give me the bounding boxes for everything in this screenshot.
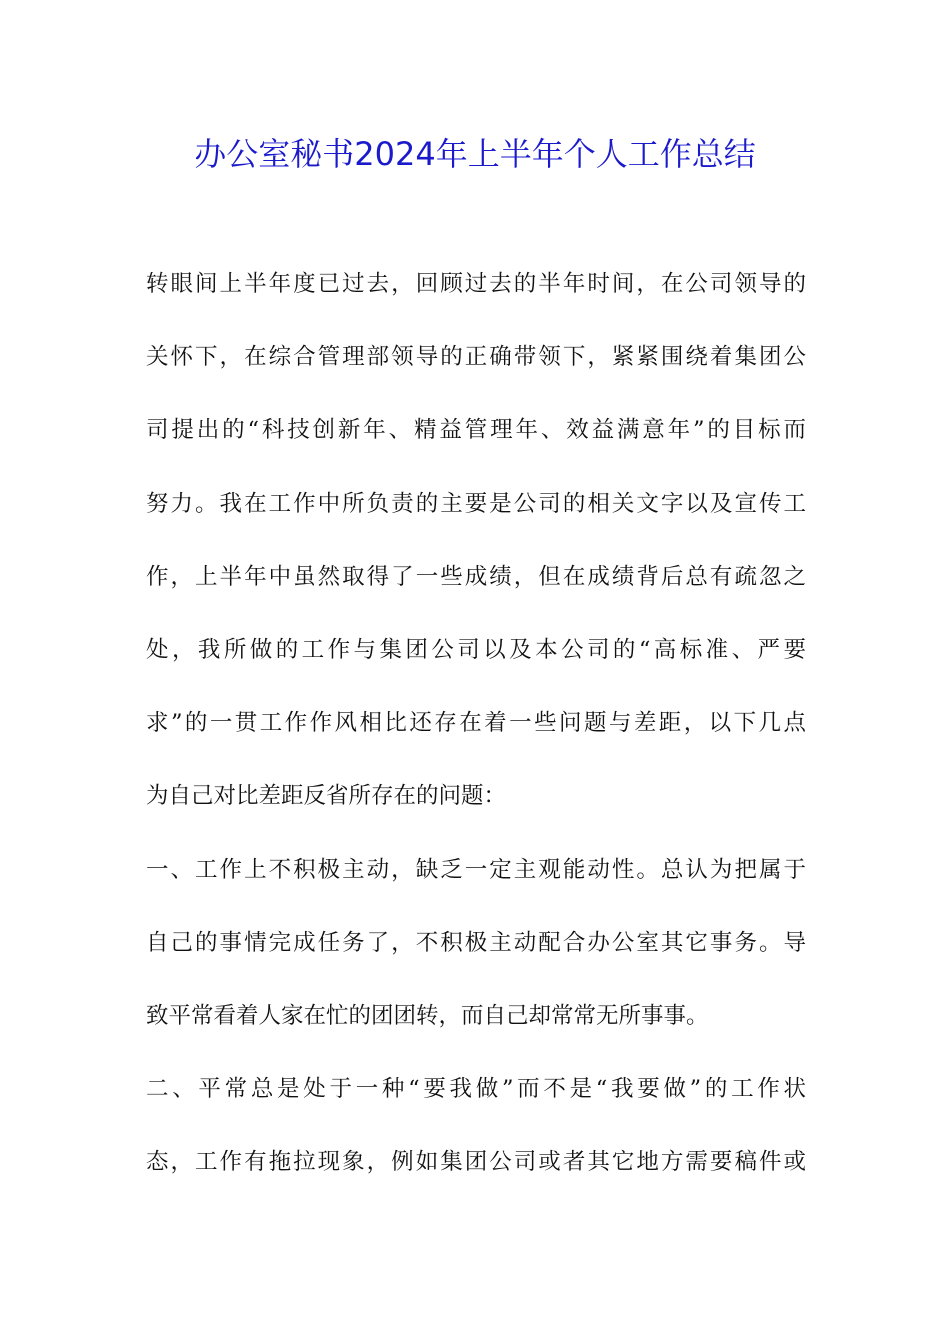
paragraph-line-12: 二、平常总是处于一种“要我做”而不是“我要做”的工作状: [146, 1076, 806, 1103]
paragraph-line-6: 处，我所做的工作与集团公司以及本公司的“高标准、严要: [146, 636, 806, 663]
paragraph-line-2: 关怀下，在综合管理部领导的正确带领下，紧紧围绕着集团公: [146, 344, 806, 371]
document-body: [146, 260, 806, 1211]
paragraph-line-10: 自己的事情完成任务了，不积极主动配合办公室其它事务。导: [146, 929, 806, 956]
paragraph-line-8: 为自己对比差距反省所存在的问题：: [146, 783, 507, 810]
paragraph-line-13: 态，工作有拖拉现象，例如集团公司或者其它地方需要稿件或: [146, 1149, 806, 1176]
document-title: 办公室秘书2024年上半年个人工作总结: [194, 135, 756, 173]
paragraph-line-3: 司提出的“科技创新年、精益管理年、效益满意年”的目标而: [146, 417, 806, 444]
paragraph-line-11: 致平常看着人家在忙的团团转，而自己却常常无所事事。: [146, 1002, 709, 1029]
paragraph-line-9: 一、工作上不积极主动，缺乏一定主观能动性。总认为把属于: [146, 856, 806, 883]
paragraph-line-1: 转眼间上半年度已过去，回顾过去的半年时间，在公司领导的: [146, 271, 806, 297]
paragraph-line-7: 求”的一贯工作作风相比还存在着一些问题与差距，以下几点: [146, 710, 806, 737]
paragraph-line-5: 作，上半年中虽然取得了一些成绩，但在成绩背后总有疏忽之: [146, 563, 806, 590]
paragraph-line-4: 努力。我在工作中所负责的主要是公司的相关文字以及宣传工: [146, 490, 806, 517]
